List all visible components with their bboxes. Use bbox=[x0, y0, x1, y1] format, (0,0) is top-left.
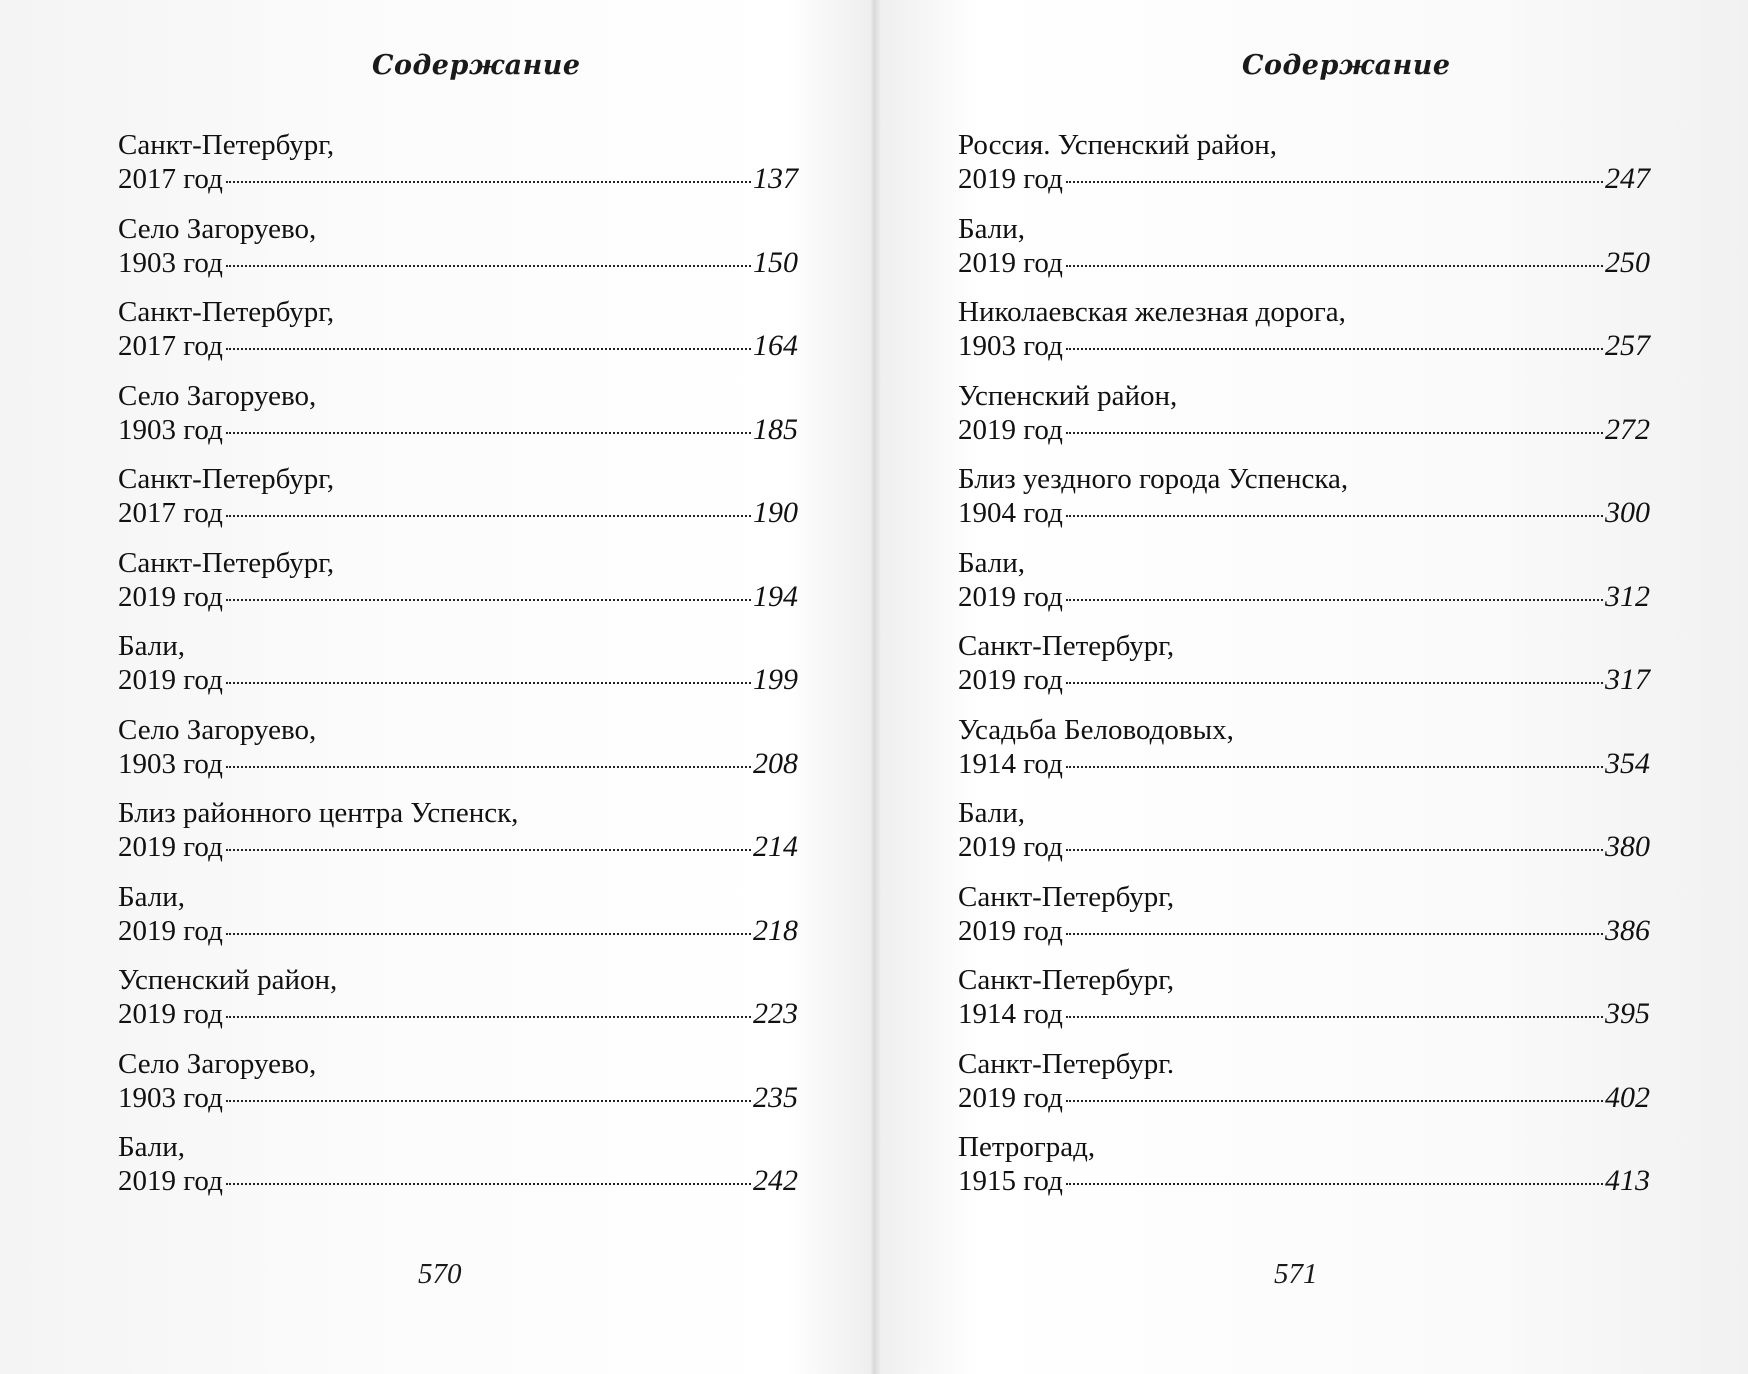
entry-year: 2019 год bbox=[958, 580, 1063, 613]
entry-line bbox=[118, 1164, 798, 1198]
entry-year: 2017 год bbox=[118, 163, 223, 195]
dot-leader bbox=[1066, 1016, 1603, 1018]
entry-place: Санкт-Петербург. bbox=[958, 1047, 1175, 1080]
entry-page-number: 247 bbox=[1605, 162, 1650, 195]
dot-leader bbox=[1066, 1183, 1603, 1185]
entry-year: 2019 год bbox=[118, 580, 223, 613]
dot-leader bbox=[226, 933, 751, 935]
entry-place: Усадьба Беловодовых, bbox=[958, 713, 1234, 746]
entry-place: Успенский район, bbox=[118, 964, 338, 996]
toc-entry bbox=[958, 1047, 1650, 1131]
entry-page-number: 354 bbox=[1605, 746, 1650, 780]
toc-entry bbox=[118, 1130, 798, 1214]
toc-entry bbox=[118, 796, 798, 880]
entry-line bbox=[958, 580, 1650, 614]
dot-leader bbox=[226, 432, 751, 434]
entry-year: 2019 год bbox=[958, 664, 1063, 696]
dot-leader bbox=[226, 849, 751, 851]
entry-year: 1914 год bbox=[958, 998, 1063, 1030]
entry-place: Санкт-Петербург, bbox=[118, 546, 335, 579]
toc-entry bbox=[118, 629, 798, 713]
toc-entry bbox=[118, 128, 798, 212]
toc-list bbox=[958, 128, 1650, 1214]
toc-entry bbox=[118, 713, 798, 797]
toc-entry bbox=[958, 796, 1650, 880]
entry-page-number: 317 bbox=[1605, 663, 1650, 696]
dot-leader bbox=[1066, 849, 1603, 851]
entry-page-number: 194 bbox=[753, 579, 798, 613]
right-page bbox=[874, 0, 1748, 1374]
entry-line bbox=[958, 747, 1650, 781]
entry-place: Петроград, bbox=[958, 1131, 1096, 1163]
toc-entry bbox=[958, 880, 1650, 964]
dot-leader bbox=[1066, 766, 1603, 768]
toc-entry bbox=[958, 462, 1650, 546]
entry-year: 2019 год bbox=[118, 1165, 223, 1197]
dot-leader bbox=[226, 181, 751, 183]
dot-leader bbox=[226, 515, 751, 517]
entry-place: Санкт-Петербург, bbox=[118, 296, 335, 328]
entry-line bbox=[958, 413, 1650, 447]
entry-line bbox=[118, 914, 798, 948]
toc-entry bbox=[118, 963, 798, 1047]
entry-place: Село Загоруево, bbox=[118, 713, 317, 746]
entry-place: Село Загоруево, bbox=[118, 379, 317, 412]
toc-entry bbox=[958, 128, 1650, 212]
entry-line bbox=[958, 1081, 1650, 1115]
entry-year: 1903 год bbox=[118, 747, 223, 780]
entry-place: Санкт-Петербург, bbox=[118, 463, 335, 495]
entry-place: Бали, bbox=[958, 212, 1026, 245]
entry-line bbox=[958, 830, 1650, 864]
entry-page-number: 380 bbox=[1605, 830, 1650, 863]
entry-year: 2019 год bbox=[958, 831, 1063, 863]
entry-year: 2019 год bbox=[958, 163, 1063, 195]
dot-leader bbox=[226, 682, 751, 684]
entry-year: 2017 год bbox=[118, 330, 223, 362]
entry-place: Бали, bbox=[958, 797, 1026, 829]
entry-page-number: 199 bbox=[753, 663, 798, 696]
entry-line bbox=[118, 830, 798, 864]
entry-place: Успенский район, bbox=[958, 379, 1178, 412]
page-number: 571 bbox=[1274, 1258, 1318, 1290]
entry-line bbox=[118, 663, 798, 697]
dot-leader bbox=[226, 1016, 751, 1018]
entry-place: Близ уездного города Успенска, bbox=[958, 463, 1349, 495]
toc-list bbox=[118, 128, 798, 1214]
toc-entry bbox=[958, 295, 1650, 379]
entry-page-number: 402 bbox=[1605, 1080, 1650, 1114]
entry-year: 1914 год bbox=[958, 747, 1063, 780]
dot-leader bbox=[1066, 933, 1603, 935]
toc-entry bbox=[118, 295, 798, 379]
entry-line bbox=[958, 663, 1650, 697]
entry-page-number: 250 bbox=[1605, 245, 1650, 279]
entry-place: Санкт-Петербург, bbox=[958, 630, 1175, 662]
entry-page-number: 272 bbox=[1605, 412, 1650, 446]
running-head: Содержание bbox=[372, 50, 581, 81]
running-head: Содержание bbox=[1242, 50, 1451, 81]
entry-page-number: 257 bbox=[1605, 329, 1650, 362]
toc-entry bbox=[958, 379, 1650, 463]
entry-place: Санкт-Петербург, bbox=[958, 964, 1175, 996]
dot-leader bbox=[226, 766, 751, 768]
entry-place: Россия. Успенский район, bbox=[958, 129, 1277, 161]
entry-place: Село Загоруево, bbox=[118, 212, 317, 245]
entry-line bbox=[118, 329, 798, 363]
entry-year: 2017 год bbox=[118, 497, 223, 529]
entry-place: Николаевская железная дорога, bbox=[958, 296, 1346, 328]
dot-leader bbox=[226, 1183, 751, 1185]
entry-year: 1903 год bbox=[118, 1081, 223, 1114]
entry-place: Санкт-Петербург, bbox=[958, 880, 1175, 913]
entry-year: 2019 год bbox=[958, 1081, 1063, 1114]
entry-page-number: 386 bbox=[1605, 913, 1650, 947]
toc-entry bbox=[958, 1130, 1650, 1214]
entry-place: Бали, bbox=[118, 1131, 186, 1163]
dot-leader bbox=[226, 599, 751, 601]
entry-page-number: 137 bbox=[753, 162, 798, 195]
entry-page-number: 413 bbox=[1605, 1164, 1650, 1197]
entry-page-number: 214 bbox=[753, 830, 798, 863]
entry-place: Бали, bbox=[118, 880, 186, 913]
entry-year: 2019 год bbox=[118, 831, 223, 863]
entry-line bbox=[958, 496, 1650, 530]
dot-leader bbox=[1066, 265, 1603, 267]
dot-leader bbox=[1066, 432, 1603, 434]
entry-year: 2019 год bbox=[118, 914, 223, 947]
entry-line bbox=[958, 329, 1650, 363]
entry-page-number: 235 bbox=[753, 1080, 798, 1114]
entry-line bbox=[118, 747, 798, 781]
toc-entry bbox=[118, 546, 798, 630]
toc-entry bbox=[958, 212, 1650, 296]
dot-leader bbox=[1066, 181, 1603, 183]
entry-line bbox=[118, 496, 798, 530]
entry-year: 1904 год bbox=[958, 497, 1063, 529]
entry-place: Бали, bbox=[958, 546, 1026, 579]
dot-leader bbox=[226, 348, 751, 350]
entry-page-number: 242 bbox=[753, 1164, 798, 1197]
entry-line bbox=[118, 162, 798, 196]
entry-page-number: 312 bbox=[1605, 579, 1650, 613]
toc-entry bbox=[118, 462, 798, 546]
entry-page-number: 190 bbox=[753, 496, 798, 529]
entry-line bbox=[118, 1081, 798, 1115]
page-number: 570 bbox=[418, 1258, 462, 1290]
entry-page-number: 223 bbox=[753, 997, 798, 1030]
dot-leader bbox=[1066, 682, 1603, 684]
entry-place: Санкт-Петербург, bbox=[118, 129, 335, 161]
entry-line bbox=[958, 162, 1650, 196]
entry-year: 2019 год bbox=[118, 998, 223, 1030]
toc-entry bbox=[118, 379, 798, 463]
dot-leader bbox=[226, 1100, 751, 1102]
entry-year: 2019 год bbox=[958, 914, 1063, 947]
toc-entry bbox=[958, 629, 1650, 713]
entry-page-number: 164 bbox=[753, 329, 798, 362]
dot-leader bbox=[226, 265, 751, 267]
entry-place: Бали, bbox=[118, 630, 186, 662]
entry-year: 2019 год bbox=[958, 246, 1063, 279]
dot-leader bbox=[1066, 348, 1603, 350]
toc-entry bbox=[958, 546, 1650, 630]
entry-year: 1903 год bbox=[958, 330, 1063, 362]
entry-page-number: 300 bbox=[1605, 496, 1650, 529]
entry-line bbox=[118, 246, 798, 280]
dot-leader bbox=[1066, 599, 1603, 601]
dot-leader bbox=[1066, 515, 1603, 517]
entry-page-number: 185 bbox=[753, 412, 798, 446]
entry-page-number: 150 bbox=[753, 245, 798, 279]
toc-entry bbox=[958, 963, 1650, 1047]
entry-page-number: 208 bbox=[753, 746, 798, 780]
dot-leader bbox=[1066, 1100, 1603, 1102]
entry-place: Близ районного центра Успенск, bbox=[118, 797, 519, 829]
entry-line bbox=[958, 246, 1650, 280]
entry-page-number: 395 bbox=[1605, 997, 1650, 1030]
toc-entry bbox=[118, 880, 798, 964]
entry-year: 1915 год bbox=[958, 1165, 1063, 1197]
entry-line bbox=[118, 580, 798, 614]
entry-page-number: 218 bbox=[753, 913, 798, 947]
toc-entry bbox=[118, 212, 798, 296]
entry-place: Село Загоруево, bbox=[118, 1047, 317, 1080]
entry-line bbox=[958, 914, 1650, 948]
toc-entry bbox=[958, 713, 1650, 797]
entry-year: 1903 год bbox=[118, 246, 223, 279]
entry-line bbox=[958, 1164, 1650, 1198]
entry-line bbox=[958, 997, 1650, 1031]
entry-line bbox=[118, 413, 798, 447]
entry-year: 2019 год bbox=[958, 413, 1063, 446]
entry-year: 1903 год bbox=[118, 413, 223, 446]
entry-year: 2019 год bbox=[118, 664, 223, 696]
toc-entry bbox=[118, 1047, 798, 1131]
entry-line bbox=[118, 997, 798, 1031]
